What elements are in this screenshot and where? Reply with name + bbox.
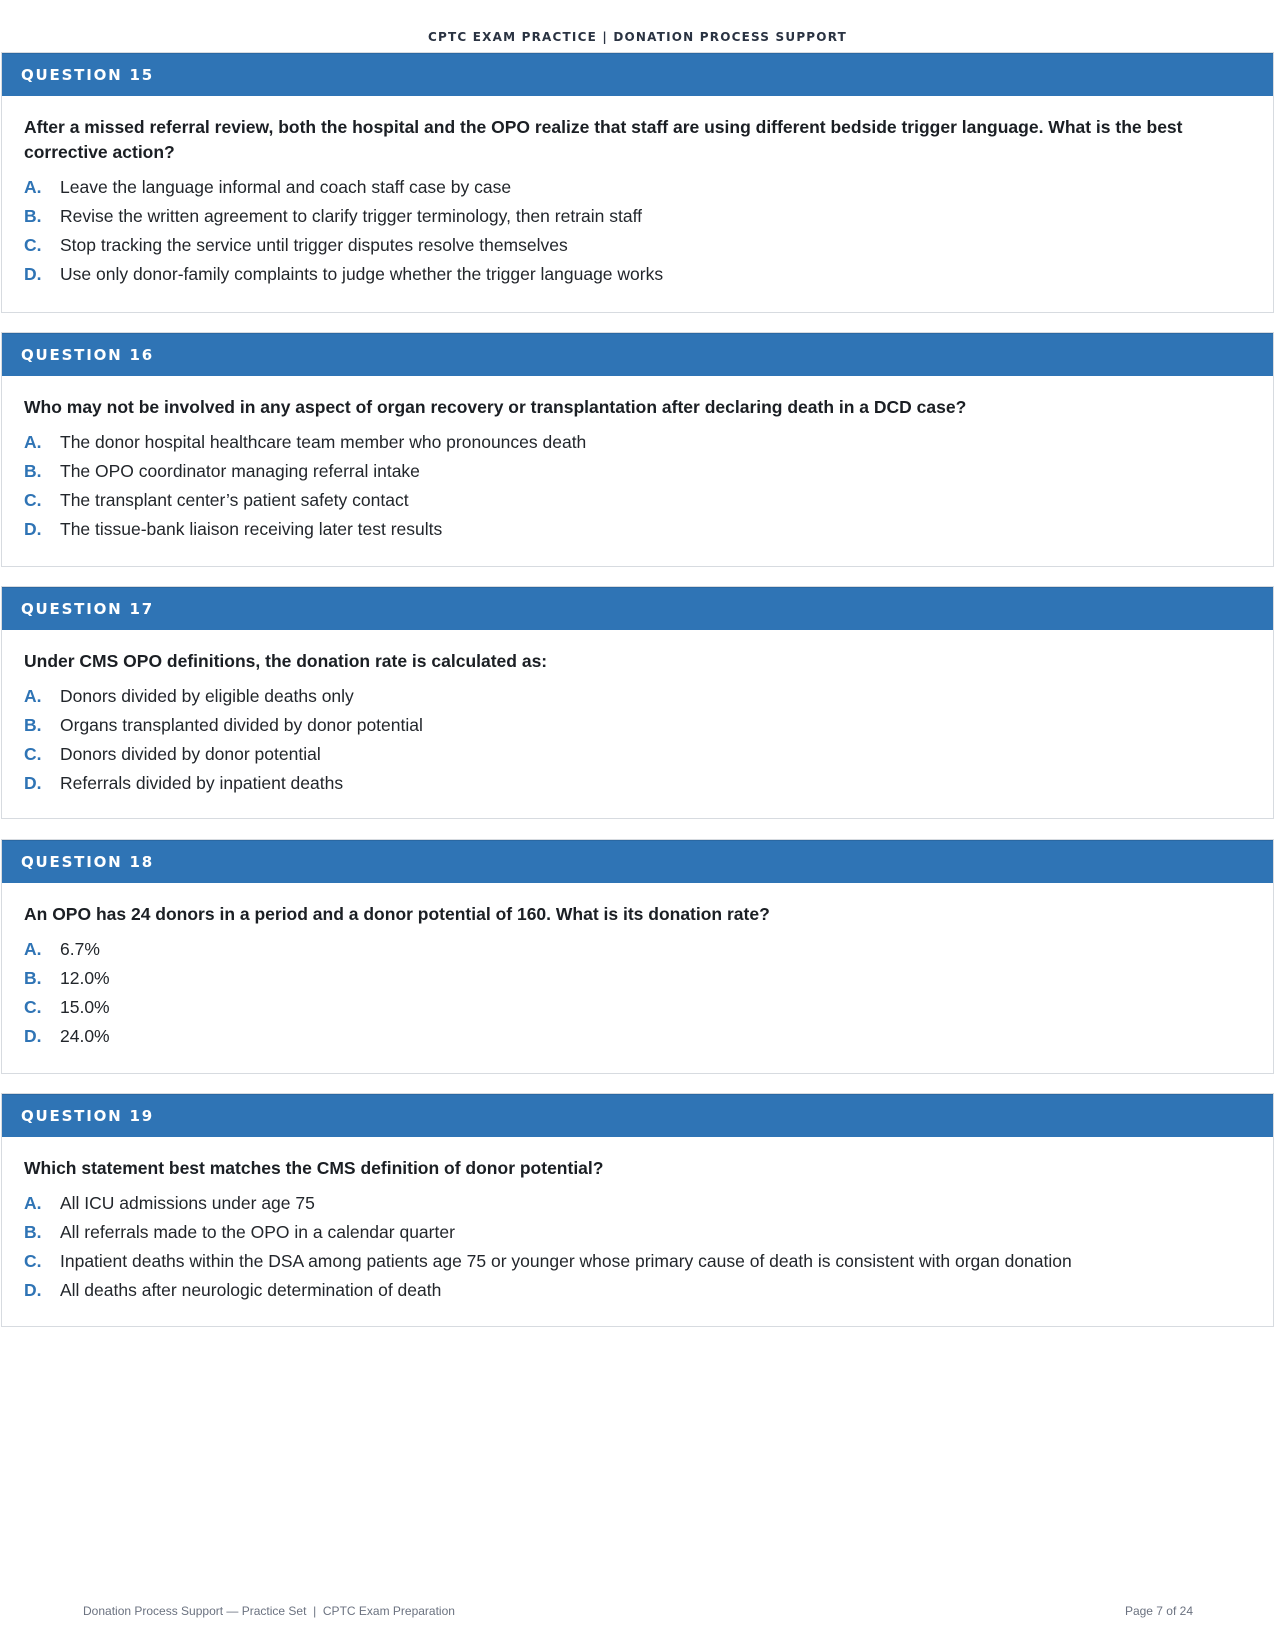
option-letter: A. [24, 1193, 42, 1213]
question-card-17 [1, 586, 1274, 819]
question-label: QUESTION 18 [21, 853, 154, 871]
answer-option-b[interactable] [24, 964, 1251, 993]
option-letter: A. [24, 432, 42, 452]
question-label: QUESTION 15 [21, 66, 154, 84]
question-label: QUESTION 17 [21, 600, 154, 618]
question-header [2, 53, 1273, 96]
question-header [2, 1094, 1273, 1137]
question-label: QUESTION 16 [21, 346, 154, 364]
answer-option-b[interactable] [24, 202, 1251, 231]
answer-option-b[interactable] [24, 457, 1251, 486]
option-text: 6.7% [60, 939, 100, 959]
question-stem: Which statement best matches the CMS definition of donor potential? [24, 1158, 604, 1178]
option-text: The transplant center’s patient safety contact [60, 490, 409, 510]
answer-option-a[interactable] [24, 173, 1251, 202]
option-letter: D. [24, 264, 42, 284]
option-text: 15.0% [60, 997, 110, 1017]
answer-option-c[interactable] [24, 486, 1251, 515]
option-letter: D. [24, 1026, 42, 1046]
option-text: Leave the language informal and coach staff case by case [60, 177, 512, 197]
answer-option-d[interactable] [24, 769, 1251, 798]
answer-option-a[interactable] [24, 1189, 1251, 1218]
option-letter: D. [24, 1280, 42, 1300]
option-letter: C. [24, 490, 42, 510]
option-letter: A. [24, 686, 42, 706]
option-text: Revise the written agreement to clarify trigger terminology, then retrain staff [60, 206, 642, 226]
answer-option-d[interactable] [24, 260, 1251, 289]
question-header [2, 587, 1273, 630]
question-card-18 [1, 839, 1274, 1074]
answer-option-d[interactable] [24, 515, 1251, 544]
option-letter: C. [24, 744, 42, 764]
option-letter: D. [24, 519, 42, 539]
option-letter: C. [24, 997, 42, 1017]
option-letter: B. [24, 968, 42, 988]
answer-option-b[interactable] [24, 711, 1251, 740]
question-stem: After a missed referral review, both the hospital and the OPO realize that staff are using different bedside trigger language. What is the best corrective action? [24, 117, 1183, 162]
answer-option-d[interactable] [24, 1022, 1251, 1051]
option-letter: D. [24, 773, 42, 793]
option-letter: B. [24, 461, 42, 481]
option-text: The tissue-bank liaison receiving later test results [60, 519, 443, 539]
option-text: All ICU admissions under age 75 [60, 1193, 315, 1213]
question-stem: Under CMS OPO definitions, the donation rate is calculated as: [24, 651, 548, 671]
question-card-16 [1, 332, 1274, 567]
answer-option-d[interactable] [24, 1276, 1251, 1305]
question-stem: Who may not be involved in any aspect of organ recovery or transplantation after declaring death in a DCD case? [24, 397, 967, 417]
answer-option-c[interactable] [24, 993, 1251, 1022]
option-text: 24.0% [60, 1026, 110, 1046]
option-letter: C. [24, 235, 42, 255]
option-text: Stop tracking the service until trigger disputes resolve themselves [60, 235, 568, 255]
option-text: The OPO coordinator managing referral intake [60, 461, 420, 481]
option-text: 12.0% [60, 968, 110, 988]
option-letter: B. [24, 1222, 42, 1242]
option-letter: B. [24, 206, 42, 226]
answer-option-c[interactable] [24, 740, 1251, 769]
footer-page-number: Page 7 of 24 [1124, 1604, 1193, 1618]
footer-document-title: Donation Process Support — Practice Set | CPTC Exam Preparation [83, 1604, 455, 1618]
answer-option-a[interactable] [24, 935, 1251, 964]
answer-option-a[interactable] [24, 428, 1251, 457]
option-letter: B. [24, 715, 42, 735]
answer-option-c[interactable] [24, 1247, 1251, 1276]
option-text: Organs transplanted divided by donor potential [60, 715, 423, 735]
option-text: The donor hospital healthcare team member who pronounces death [60, 432, 587, 452]
answer-option-b[interactable] [24, 1218, 1251, 1247]
question-header [2, 840, 1273, 883]
option-text: All deaths after neurologic determination of death [60, 1280, 442, 1300]
option-text: Referrals divided by inpatient deaths [60, 773, 344, 793]
question-card-15 [1, 52, 1274, 313]
option-text: Inpatient deaths within the DSA among patients age 75 or younger whose primary cause of death is consistent with organ donation [60, 1251, 1072, 1271]
question-card-19 [1, 1093, 1274, 1327]
option-text: Use only donor-family complaints to judge whether the trigger language works [60, 264, 664, 284]
answer-option-a[interactable] [24, 682, 1251, 711]
option-letter: A. [24, 939, 42, 959]
option-text: Donors divided by donor potential [60, 744, 321, 764]
option-text: All referrals made to the OPO in a calendar quarter [60, 1222, 455, 1242]
answer-option-c[interactable] [24, 231, 1251, 260]
running-header: CPTC EXAM PRACTICE | DONATION PROCESS SUPPORT [427, 30, 847, 44]
option-text: Donors divided by eligible deaths only [60, 686, 354, 706]
question-label: QUESTION 19 [21, 1107, 154, 1125]
option-letter: C. [24, 1251, 42, 1271]
question-stem: An OPO has 24 donors in a period and a donor potential of 160. What is its donation rate? [24, 904, 770, 924]
option-letter: A. [24, 177, 42, 197]
question-header [2, 333, 1273, 376]
